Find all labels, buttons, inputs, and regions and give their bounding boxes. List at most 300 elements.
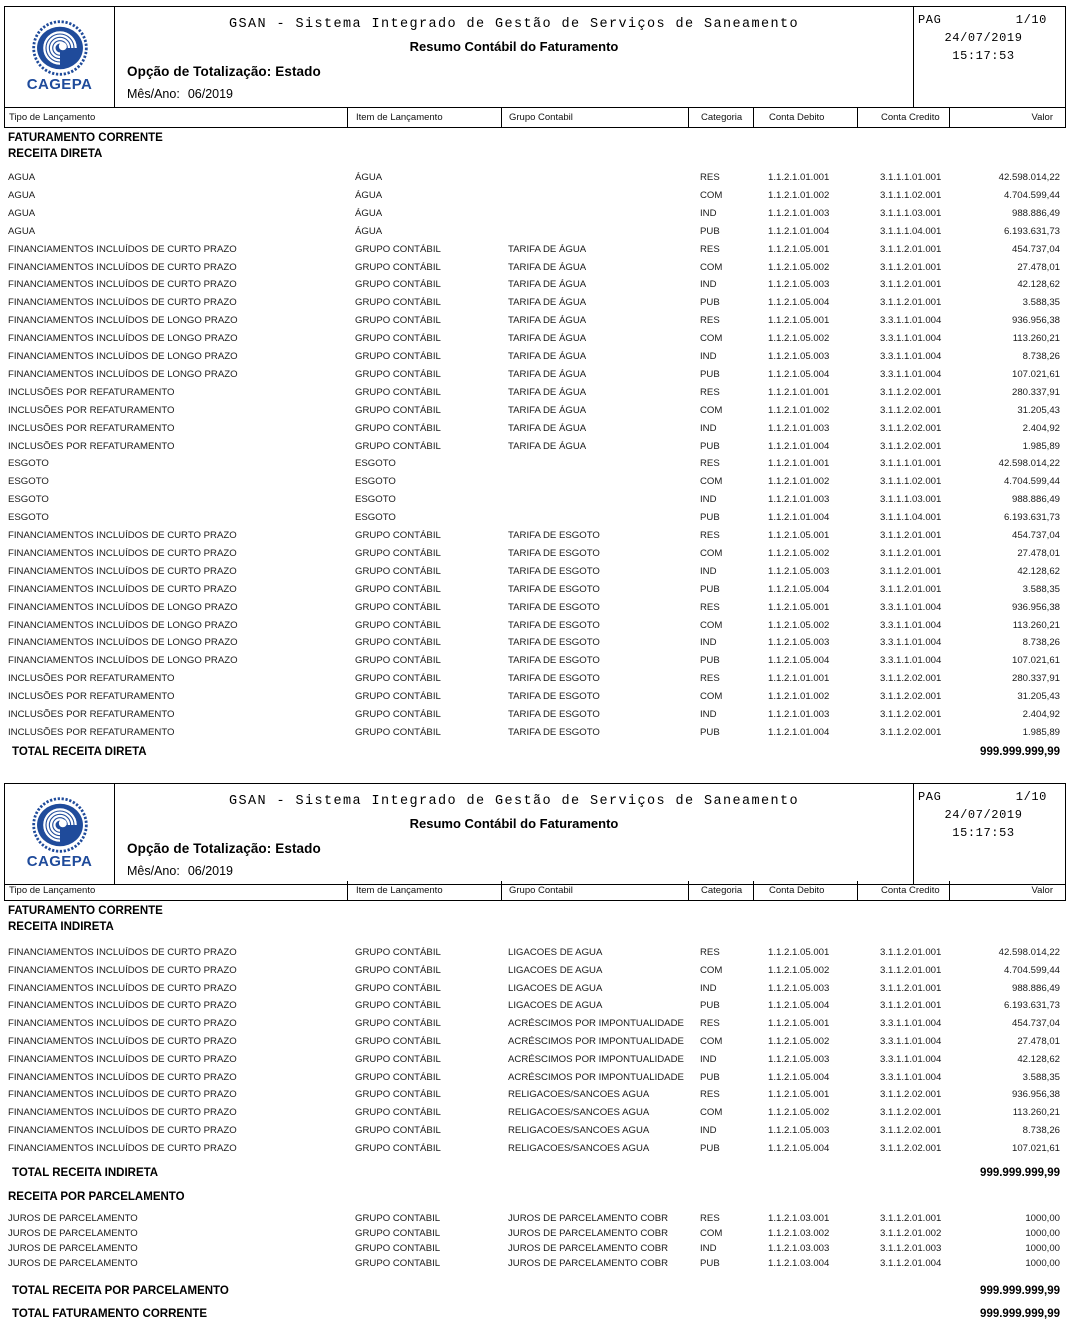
table-row bbox=[0, 1070, 1071, 1086]
month-year-value: 06/2019 bbox=[187, 864, 233, 878]
cell-conta-debito: 1.1.2.1.01.002 bbox=[768, 691, 830, 703]
column-header-1: Item de Lançamento bbox=[356, 112, 443, 123]
cell-categoria: IND bbox=[700, 1243, 717, 1254]
cell-grupo: TARIFA DE ÁGUA bbox=[508, 333, 587, 345]
cell-conta-debito: 1.1.2.1.05.004 bbox=[768, 1071, 830, 1083]
table-row bbox=[0, 998, 1071, 1014]
cell-conta-debito: 1.1.2.1.05.004 bbox=[768, 1142, 830, 1154]
cell-conta-credito: 3.1.1.1.01.001 bbox=[880, 172, 942, 183]
cell-conta-debito: 1.1.2.1.01.002 bbox=[768, 476, 830, 488]
cell-item: GRUPO CONTÁBIL bbox=[355, 386, 441, 398]
table-row bbox=[0, 206, 1071, 222]
month-year-value: 06/2019 bbox=[187, 87, 233, 101]
page-number: 1/10 bbox=[1015, 790, 1047, 804]
cell-conta-credito: 3.1.1.2.01.001 bbox=[880, 279, 942, 291]
cell-valor: 3.588,35 bbox=[1022, 1071, 1060, 1083]
cell-conta-debito: 1.1.2.1.05.002 bbox=[768, 619, 830, 631]
table-row bbox=[0, 1123, 1071, 1139]
cell-valor: 1.985,89 bbox=[1022, 726, 1060, 738]
cell-conta-credito: 3.1.1.2.02.001 bbox=[880, 673, 942, 685]
cell-grupo: TARIFA DE ÁGUA bbox=[508, 297, 587, 309]
total-receita-indireta-label: TOTAL RECEITA INDIRETA bbox=[12, 1167, 159, 1179]
cell-categoria: RES bbox=[700, 947, 720, 958]
cell-categoria: RES bbox=[700, 530, 720, 541]
cell-item: GRUPO CONTÁBIL bbox=[355, 691, 441, 703]
cell-conta-credito: 3.1.1.2.01.001 bbox=[880, 243, 942, 255]
cell-conta-credito: 3.1.1.1.04.001 bbox=[880, 512, 942, 524]
table-row bbox=[0, 367, 1071, 383]
cell-categoria: RES bbox=[700, 386, 720, 398]
cell-grupo: TARIFA DE ESGOTO bbox=[508, 601, 600, 613]
cell-tipo: FINANCIAMENTOS INCLUÍDOS DE CURTO PRAZO bbox=[8, 1018, 237, 1030]
total-receita-parcelamento-value: 999.999.999,99 bbox=[980, 1285, 1060, 1297]
table-row bbox=[0, 707, 1071, 723]
table-row bbox=[0, 1141, 1071, 1157]
cell-grupo: TARIFA DE ÁGUA bbox=[508, 243, 587, 255]
table-row bbox=[0, 546, 1071, 562]
table-row bbox=[0, 582, 1071, 598]
cell-categoria: RES bbox=[700, 243, 720, 255]
cagepa-logo-icon bbox=[32, 20, 88, 76]
table-row bbox=[0, 945, 1071, 961]
cell-conta-credito: 3.3.1.1.01.004 bbox=[880, 368, 942, 380]
cell-categoria: IND bbox=[700, 1125, 717, 1136]
cell-conta-debito: 1.1.2.1.05.001 bbox=[768, 243, 830, 255]
cell-categoria: COM bbox=[700, 691, 723, 703]
cell-item: ESGOTO bbox=[355, 512, 396, 524]
cell-valor: 113.260,21 bbox=[1012, 619, 1060, 631]
report-date: 24/07/2019 bbox=[944, 31, 1023, 45]
table-row bbox=[0, 689, 1071, 705]
header-center bbox=[115, 7, 913, 107]
cell-tipo: FINANCIAMENTOS INCLUÍDOS DE LONGO PRAZO bbox=[8, 333, 238, 345]
cell-grupo: TARIFA DE ESGOTO bbox=[508, 726, 600, 738]
total-faturamento-corrente-label: TOTAL FATURAMENTO CORRENTE bbox=[12, 1308, 208, 1320]
cell-categoria: IND bbox=[700, 279, 717, 291]
cell-categoria: RES bbox=[700, 172, 720, 183]
cell-grupo: JUROS DE PARCELAMENTO COBR bbox=[508, 1228, 669, 1239]
cell-conta-credito: 3.3.1.1.01.004 bbox=[880, 619, 942, 631]
receita-parcelamento-title: RECEITA POR PARCELAMENTO bbox=[8, 1191, 185, 1203]
cell-valor: 936.956,38 bbox=[1011, 1089, 1060, 1101]
cell-categoria: PUB bbox=[700, 512, 720, 524]
cell-grupo: LIGACOES DE AGUA bbox=[508, 982, 603, 994]
logo-wordmark: CAGEPA bbox=[26, 76, 93, 93]
cell-tipo: JUROS DE PARCELAMENTO bbox=[8, 1228, 138, 1239]
table-row bbox=[0, 1211, 1071, 1227]
column-header-row-1 bbox=[4, 108, 1066, 128]
cell-conta-debito: 1.1.2.1.05.003 bbox=[768, 982, 830, 994]
cell-conta-credito: 3.1.1.2.01.003 bbox=[880, 1243, 942, 1254]
cell-valor: 113.260,21 bbox=[1012, 1107, 1060, 1119]
cell-conta-credito: 3.1.1.2.01.004 bbox=[880, 1258, 942, 1269]
cell-conta-credito: 3.1.1.2.02.001 bbox=[880, 709, 942, 720]
cell-item: ÁGUA bbox=[355, 189, 383, 201]
table-row bbox=[0, 313, 1071, 329]
table-row bbox=[0, 170, 1071, 186]
cell-grupo: TARIFA DE ÁGUA bbox=[508, 422, 587, 434]
cell-grupo: TARIFA DE ESGOTO bbox=[508, 673, 600, 685]
cell-conta-debito: 1.1.2.1.05.004 bbox=[768, 297, 830, 309]
cell-tipo: FINANCIAMENTOS INCLUÍDOS DE LONGO PRAZO bbox=[8, 315, 238, 327]
total-receita-indireta-value: 999.999.999,99 bbox=[980, 1167, 1060, 1179]
cell-grupo: TARIFA DE ÁGUA bbox=[508, 440, 587, 452]
cell-item: ESGOTO bbox=[355, 476, 396, 488]
table-row bbox=[0, 385, 1071, 401]
column-header-valor: Valor bbox=[1031, 885, 1053, 896]
table-row bbox=[0, 456, 1071, 472]
cell-valor: 3.588,35 bbox=[1022, 297, 1060, 309]
cell-tipo: FINANCIAMENTOS INCLUÍDOS DE CURTO PRAZO bbox=[8, 1125, 237, 1136]
cell-valor: 454.737,04 bbox=[1011, 243, 1060, 255]
cell-categoria: COM bbox=[700, 261, 723, 273]
table-row bbox=[0, 1087, 1071, 1103]
cell-tipo: FINANCIAMENTOS INCLUÍDOS DE CURTO PRAZO bbox=[8, 947, 237, 958]
cell-categoria: RES bbox=[700, 1018, 720, 1030]
column-header-0: Tipo de Lançamento bbox=[9, 885, 96, 896]
cell-conta-debito: 1.1.2.1.01.002 bbox=[768, 404, 830, 416]
cell-valor: 936.956,38 bbox=[1011, 601, 1060, 613]
page-label-row: PAG 1/10 bbox=[914, 790, 1065, 804]
cell-conta-debito: 1.1.2.1.05.002 bbox=[768, 547, 830, 559]
cell-item: GRUPO CONTÁBIL bbox=[355, 315, 441, 327]
cell-conta-debito: 1.1.2.1.01.003 bbox=[768, 207, 830, 219]
cell-conta-credito: 3.1.1.2.02.001 bbox=[880, 1089, 942, 1101]
cell-conta-credito: 3.1.1.2.01.001 bbox=[880, 947, 942, 958]
column-header-4: Conta Debito bbox=[769, 112, 825, 123]
cell-tipo: FINANCIAMENTOS INCLUÍDOS DE CURTO PRAZO bbox=[8, 1142, 237, 1154]
column-header-3: Categoria bbox=[701, 885, 743, 896]
totalization-option: Opção de Totalização: Estado bbox=[127, 841, 321, 856]
cell-tipo: FINANCIAMENTOS INCLUÍDOS DE CURTO PRAZO bbox=[8, 530, 237, 541]
cell-item: GRUPO CONTÁBIL bbox=[355, 619, 441, 631]
cell-categoria: RES bbox=[700, 1213, 720, 1224]
cell-grupo: TARIFA DE ESGOTO bbox=[508, 637, 600, 649]
cell-conta-debito: 1.1.2.1.05.004 bbox=[768, 655, 830, 667]
cell-conta-debito: 1.1.2.1.01.003 bbox=[768, 422, 830, 434]
cell-valor: 27.478,01 bbox=[1017, 547, 1060, 559]
cell-item: ÁGUA bbox=[355, 225, 383, 237]
cell-categoria: COM bbox=[700, 619, 723, 631]
cell-conta-credito: 3.3.1.1.01.004 bbox=[880, 315, 942, 327]
cell-grupo: JUROS DE PARCELAMENTO COBR bbox=[508, 1243, 669, 1254]
cell-item: ESGOTO bbox=[355, 494, 396, 506]
cell-item: GRUPO CONTÁBIL bbox=[355, 1053, 441, 1065]
cell-valor: 280.337,91 bbox=[1011, 386, 1060, 398]
cell-item: GRUPO CONTÁBIL bbox=[355, 351, 441, 362]
table-row bbox=[0, 331, 1071, 347]
cell-conta-credito: 3.1.1.2.02.001 bbox=[880, 1142, 942, 1154]
cell-categoria: IND bbox=[700, 565, 717, 577]
cell-grupo: RELIGACOES/SANCOES AGUA bbox=[508, 1107, 650, 1119]
cell-tipo: AGUA bbox=[8, 172, 36, 183]
cell-valor: 107.021,61 bbox=[1011, 368, 1060, 380]
cell-tipo: FINANCIAMENTOS INCLUÍDOS DE CURTO PRAZO bbox=[8, 1089, 237, 1101]
cell-conta-debito: 1.1.2.1.01.003 bbox=[768, 494, 830, 506]
cell-tipo: ESGOTO bbox=[8, 512, 49, 524]
cell-conta-debito: 1.1.2.1.05.004 bbox=[768, 1000, 830, 1012]
cell-conta-debito: 1.1.2.1.05.001 bbox=[768, 1018, 830, 1030]
cell-item: GRUPO CONTÁBIL bbox=[355, 243, 441, 255]
cell-valor: 6.193.631,73 bbox=[1003, 225, 1060, 237]
cell-conta-debito: 1.1.2.1.05.001 bbox=[768, 1089, 830, 1101]
cell-conta-debito: 1.1.2.1.01.004 bbox=[768, 440, 830, 452]
app-title: GSAN - Sistema Integrado de Gestão de Serviços de Saneamento bbox=[228, 17, 800, 32]
cell-valor: 42.128,62 bbox=[1017, 279, 1060, 291]
total-receita-direta-label: TOTAL RECEITA DIRETA bbox=[12, 746, 147, 758]
cell-categoria: COM bbox=[700, 964, 723, 976]
cell-tipo: FINANCIAMENTOS INCLUÍDOS DE CURTO PRAZO bbox=[8, 1071, 237, 1083]
cell-item: GRUPO CONTÁBIL bbox=[355, 565, 441, 577]
cell-conta-debito: 1.1.2.1.05.002 bbox=[768, 333, 830, 345]
cell-categoria: PUB bbox=[700, 726, 720, 738]
cell-valor: 113.260,21 bbox=[1012, 333, 1060, 345]
column-header-5: Conta Credito bbox=[881, 885, 940, 896]
cell-conta-debito: 1.1.2.1.05.002 bbox=[768, 964, 830, 976]
cell-conta-credito: 3.3.1.1.01.004 bbox=[880, 655, 942, 667]
cell-conta-credito: 3.1.1.2.02.001 bbox=[880, 726, 942, 738]
cell-categoria: PUB bbox=[700, 225, 720, 237]
cell-tipo: FINANCIAMENTOS INCLUÍDOS DE CURTO PRAZO bbox=[8, 982, 237, 994]
cell-tipo: INCLUSÕES POR REFATURAMENTO bbox=[8, 726, 175, 738]
column-header-valor: Valor bbox=[1031, 112, 1053, 123]
cell-valor: 1000,00 bbox=[1025, 1228, 1060, 1239]
cell-grupo: TARIFA DE ÁGUA bbox=[508, 386, 587, 398]
cell-item: GRUPO CONTÁBIL bbox=[355, 583, 441, 595]
cell-conta-credito: 3.3.1.1.01.004 bbox=[880, 601, 942, 613]
cell-conta-debito: 1.1.2.1.05.002 bbox=[768, 261, 830, 273]
column-header-0: Tipo de Lançamento bbox=[9, 112, 96, 123]
cell-categoria: RES bbox=[700, 673, 720, 685]
cell-categoria: IND bbox=[700, 494, 717, 506]
cell-conta-credito: 3.3.1.1.01.004 bbox=[880, 1071, 942, 1083]
cell-conta-debito: 1.1.2.1.05.003 bbox=[768, 1125, 830, 1136]
table-row bbox=[0, 1226, 1071, 1242]
cell-conta-debito: 1.1.2.1.05.001 bbox=[768, 530, 830, 541]
cell-item: GRUPO CONTÁBIL bbox=[355, 726, 441, 738]
cell-item: ESGOTO bbox=[355, 458, 396, 470]
table-row bbox=[0, 439, 1071, 455]
cell-valor: 27.478,01 bbox=[1017, 261, 1060, 273]
cell-categoria: PUB bbox=[700, 297, 720, 309]
cell-valor: 42.598.014,22 bbox=[998, 458, 1060, 470]
cell-valor: 6.193.631,73 bbox=[1003, 512, 1060, 524]
cell-tipo: FINANCIAMENTOS INCLUÍDOS DE CURTO PRAZO bbox=[8, 1000, 237, 1012]
cell-grupo: RELIGACOES/SANCOES AGUA bbox=[508, 1125, 650, 1136]
page-label-row: PAG 1/10 bbox=[914, 13, 1065, 27]
cell-conta-debito: 1.1.2.1.05.001 bbox=[768, 315, 830, 327]
cell-categoria: PUB bbox=[700, 1000, 720, 1012]
cell-item: GRUPO CONTÁBIL bbox=[355, 982, 441, 994]
cell-conta-debito: 1.1.2.1.05.002 bbox=[768, 1107, 830, 1119]
cell-valor: 42.598.014,22 bbox=[998, 172, 1060, 183]
cell-valor: 4.704.599,44 bbox=[1003, 964, 1060, 976]
cell-valor: 42.128,62 bbox=[1017, 1053, 1060, 1065]
table-row bbox=[0, 618, 1071, 634]
cell-item: GRUPO CONTABIL bbox=[355, 1228, 441, 1239]
cell-item: GRUPO CONTÁBIL bbox=[355, 279, 441, 291]
cell-valor: 4.704.599,44 bbox=[1003, 476, 1060, 488]
page2-section-title: FATURAMENTO CORRENTE bbox=[8, 905, 163, 917]
table-row bbox=[0, 564, 1071, 580]
page-info bbox=[913, 7, 1065, 107]
cell-categoria: COM bbox=[700, 1107, 723, 1119]
cell-grupo: ACRÉSCIMOS POR IMPONTUALIDADE bbox=[508, 1018, 684, 1030]
cell-grupo: ACRÉSCIMOS POR IMPONTUALIDADE bbox=[508, 1071, 684, 1083]
cell-conta-credito: 3.1.1.1.03.001 bbox=[880, 207, 942, 219]
cell-conta-credito: 3.1.1.2.02.001 bbox=[880, 386, 942, 398]
cell-conta-debito: 1.1.2.1.01.001 bbox=[768, 673, 830, 685]
cell-tipo: FINANCIAMENTOS INCLUÍDOS DE CURTO PRAZO bbox=[8, 547, 237, 559]
cell-item: GRUPO CONTÁBIL bbox=[355, 530, 441, 541]
cell-item: GRUPO CONTÁBIL bbox=[355, 422, 441, 434]
cell-item: GRUPO CONTÁBIL bbox=[355, 655, 441, 667]
cell-conta-credito: 3.1.1.2.01.001 bbox=[880, 297, 942, 309]
page2-section-subtitle: RECEITA INDIRETA bbox=[8, 921, 114, 933]
table-row bbox=[0, 635, 1071, 651]
cell-tipo: FINANCIAMENTOS INCLUÍDOS DE CURTO PRAZO bbox=[8, 279, 237, 291]
cell-categoria: IND bbox=[700, 1053, 717, 1065]
cell-conta-debito: 1.1.2.1.05.003 bbox=[768, 279, 830, 291]
cell-tipo: INCLUSÕES POR REFATURAMENTO bbox=[8, 386, 175, 398]
cell-item: GRUPO CONTÁBIL bbox=[355, 440, 441, 452]
cell-conta-credito: 3.1.1.1.01.001 bbox=[880, 458, 942, 470]
cell-conta-credito: 3.1.1.2.01.001 bbox=[880, 583, 942, 595]
cell-grupo: TARIFA DE ÁGUA bbox=[508, 351, 587, 362]
cell-valor: 42.598.014,22 bbox=[998, 947, 1060, 958]
cell-categoria: COM bbox=[700, 404, 723, 416]
cell-tipo: FINANCIAMENTOS INCLUÍDOS DE CURTO PRAZO bbox=[8, 1053, 237, 1065]
cell-item: GRUPO CONTÁBIL bbox=[355, 1036, 441, 1047]
cell-conta-credito: 3.1.1.1.02.001 bbox=[880, 476, 942, 488]
cell-conta-credito: 3.1.1.2.02.001 bbox=[880, 404, 942, 416]
cell-categoria: COM bbox=[700, 189, 723, 201]
cell-grupo: LIGACOES DE AGUA bbox=[508, 1000, 603, 1012]
cell-valor: 42.128,62 bbox=[1017, 565, 1060, 577]
cell-item: GRUPO CONTÁBIL bbox=[355, 333, 441, 345]
cell-item: ÁGUA bbox=[355, 207, 383, 219]
cell-grupo: ACRÉSCIMOS POR IMPONTUALIDADE bbox=[508, 1036, 684, 1047]
cell-conta-debito: 1.1.2.1.03.002 bbox=[768, 1228, 830, 1239]
cell-conta-debito: 1.1.2.1.01.004 bbox=[768, 225, 830, 237]
cell-valor: 2.404,92 bbox=[1022, 709, 1060, 720]
cell-item: GRUPO CONTÁBIL bbox=[355, 601, 441, 613]
cell-item: GRUPO CONTABIL bbox=[355, 1213, 441, 1224]
cell-tipo: INCLUSÕES POR REFATURAMENTO bbox=[8, 422, 175, 434]
report-date: 24/07/2019 bbox=[944, 808, 1023, 822]
cell-item: GRUPO CONTÁBIL bbox=[355, 637, 441, 649]
cell-tipo: INCLUSÕES POR REFATURAMENTO bbox=[8, 691, 175, 703]
cell-item: GRUPO CONTÁBIL bbox=[355, 261, 441, 273]
report-title: Resumo Contábil do Faturamento bbox=[409, 816, 619, 831]
cell-conta-credito: 3.1.1.2.02.001 bbox=[880, 1125, 942, 1136]
cell-conta-debito: 1.1.2.1.01.001 bbox=[768, 172, 830, 183]
cell-tipo: INCLUSÕES POR REFATURAMENTO bbox=[8, 673, 175, 685]
table-row bbox=[0, 1105, 1071, 1121]
cell-grupo: TARIFA DE ESGOTO bbox=[508, 655, 600, 667]
report-time: 15:17:53 bbox=[952, 826, 1015, 840]
cell-grupo: TARIFA DE ÁGUA bbox=[508, 368, 587, 380]
table-row bbox=[0, 653, 1071, 669]
cell-conta-debito: 1.1.2.1.01.001 bbox=[768, 458, 830, 470]
table-row bbox=[0, 1052, 1071, 1068]
cell-valor: 1000,00 bbox=[1025, 1213, 1060, 1224]
cell-conta-debito: 1.1.2.1.05.003 bbox=[768, 565, 830, 577]
cell-conta-credito: 3.1.1.2.01.001 bbox=[880, 565, 942, 577]
cagepa-logo-icon bbox=[32, 797, 88, 853]
cell-tipo: JUROS DE PARCELAMENTO bbox=[8, 1243, 138, 1254]
cell-tipo: FINANCIAMENTOS INCLUÍDOS DE LONGO PRAZO bbox=[8, 637, 238, 649]
table-row bbox=[0, 474, 1071, 490]
cell-categoria: PUB bbox=[700, 1258, 720, 1269]
cell-grupo: TARIFA DE ESGOTO bbox=[508, 565, 600, 577]
cell-tipo: FINANCIAMENTOS INCLUÍDOS DE LONGO PRAZO bbox=[8, 351, 238, 362]
cell-conta-debito: 1.1.2.1.01.001 bbox=[768, 386, 830, 398]
page1-section-subtitle: RECEITA DIRETA bbox=[8, 148, 103, 160]
cell-conta-credito: 3.1.1.1.04.001 bbox=[880, 225, 942, 237]
cell-valor: 454.737,04 bbox=[1011, 1018, 1060, 1030]
cell-valor: 27.478,01 bbox=[1017, 1036, 1060, 1047]
cell-valor: 988.886,49 bbox=[1011, 494, 1060, 506]
logo-cell bbox=[5, 784, 115, 884]
cell-conta-debito: 1.1.2.1.01.004 bbox=[768, 512, 830, 524]
cell-tipo: JUROS DE PARCELAMENTO bbox=[8, 1258, 138, 1269]
cell-conta-credito: 3.3.1.1.01.004 bbox=[880, 333, 942, 345]
cell-conta-credito: 3.1.1.2.01.001 bbox=[880, 964, 942, 976]
cell-conta-credito: 3.1.1.2.02.001 bbox=[880, 422, 942, 434]
cell-valor: 8.738,26 bbox=[1022, 637, 1060, 649]
column-header-3: Categoria bbox=[701, 112, 743, 123]
page1-section-title: FATURAMENTO CORRENTE bbox=[8, 132, 163, 144]
table-row bbox=[0, 600, 1071, 616]
cell-categoria: COM bbox=[700, 547, 723, 559]
cell-categoria: IND bbox=[700, 637, 717, 649]
column-header-1: Item de Lançamento bbox=[356, 885, 443, 896]
table-row bbox=[0, 492, 1071, 508]
cell-tipo: FINANCIAMENTOS INCLUÍDOS DE LONGO PRAZO bbox=[8, 619, 238, 631]
report-header-2 bbox=[4, 783, 1066, 885]
cell-tipo: FINANCIAMENTOS INCLUÍDOS DE CURTO PRAZO bbox=[8, 297, 237, 309]
month-year: Mês/Ano: 06/2019 bbox=[127, 87, 233, 101]
cell-grupo: RELIGACOES/SANCOES AGUA bbox=[508, 1089, 650, 1101]
cell-valor: 6.193.631,73 bbox=[1003, 1000, 1060, 1012]
page-number: 1/10 bbox=[1015, 13, 1047, 27]
cell-conta-credito: 3.1.1.2.01.001 bbox=[880, 261, 942, 273]
cell-tipo: FINANCIAMENTOS INCLUÍDOS DE CURTO PRAZO bbox=[8, 964, 237, 976]
cell-conta-credito: 3.3.1.1.01.004 bbox=[880, 351, 942, 362]
cell-conta-debito: 1.1.2.1.01.004 bbox=[768, 726, 830, 738]
cell-tipo: ESGOTO bbox=[8, 494, 49, 506]
report-title: Resumo Contábil do Faturamento bbox=[409, 39, 619, 54]
cell-conta-debito: 1.1.2.1.01.003 bbox=[768, 709, 830, 720]
cell-valor: 1.985,89 bbox=[1022, 440, 1060, 452]
cell-grupo: TARIFA DE ESGOTO bbox=[508, 583, 600, 595]
table-row bbox=[0, 981, 1071, 997]
cell-categoria: PUB bbox=[700, 583, 720, 595]
cell-categoria: PUB bbox=[700, 655, 720, 667]
cell-conta-credito: 3.1.1.2.01.002 bbox=[880, 1228, 942, 1239]
cell-valor: 988.886,49 bbox=[1011, 982, 1060, 994]
table-row bbox=[0, 510, 1071, 526]
table-row bbox=[0, 224, 1071, 240]
cell-categoria: IND bbox=[700, 422, 717, 434]
cell-conta-debito: 1.1.2.1.05.004 bbox=[768, 583, 830, 595]
cell-item: GRUPO CONTÁBIL bbox=[355, 547, 441, 559]
cell-tipo: AGUA bbox=[8, 189, 36, 201]
cell-conta-credito: 3.1.1.2.01.001 bbox=[880, 1213, 942, 1224]
cell-grupo: TARIFA DE ÁGUA bbox=[508, 315, 587, 327]
header-center bbox=[115, 784, 913, 884]
